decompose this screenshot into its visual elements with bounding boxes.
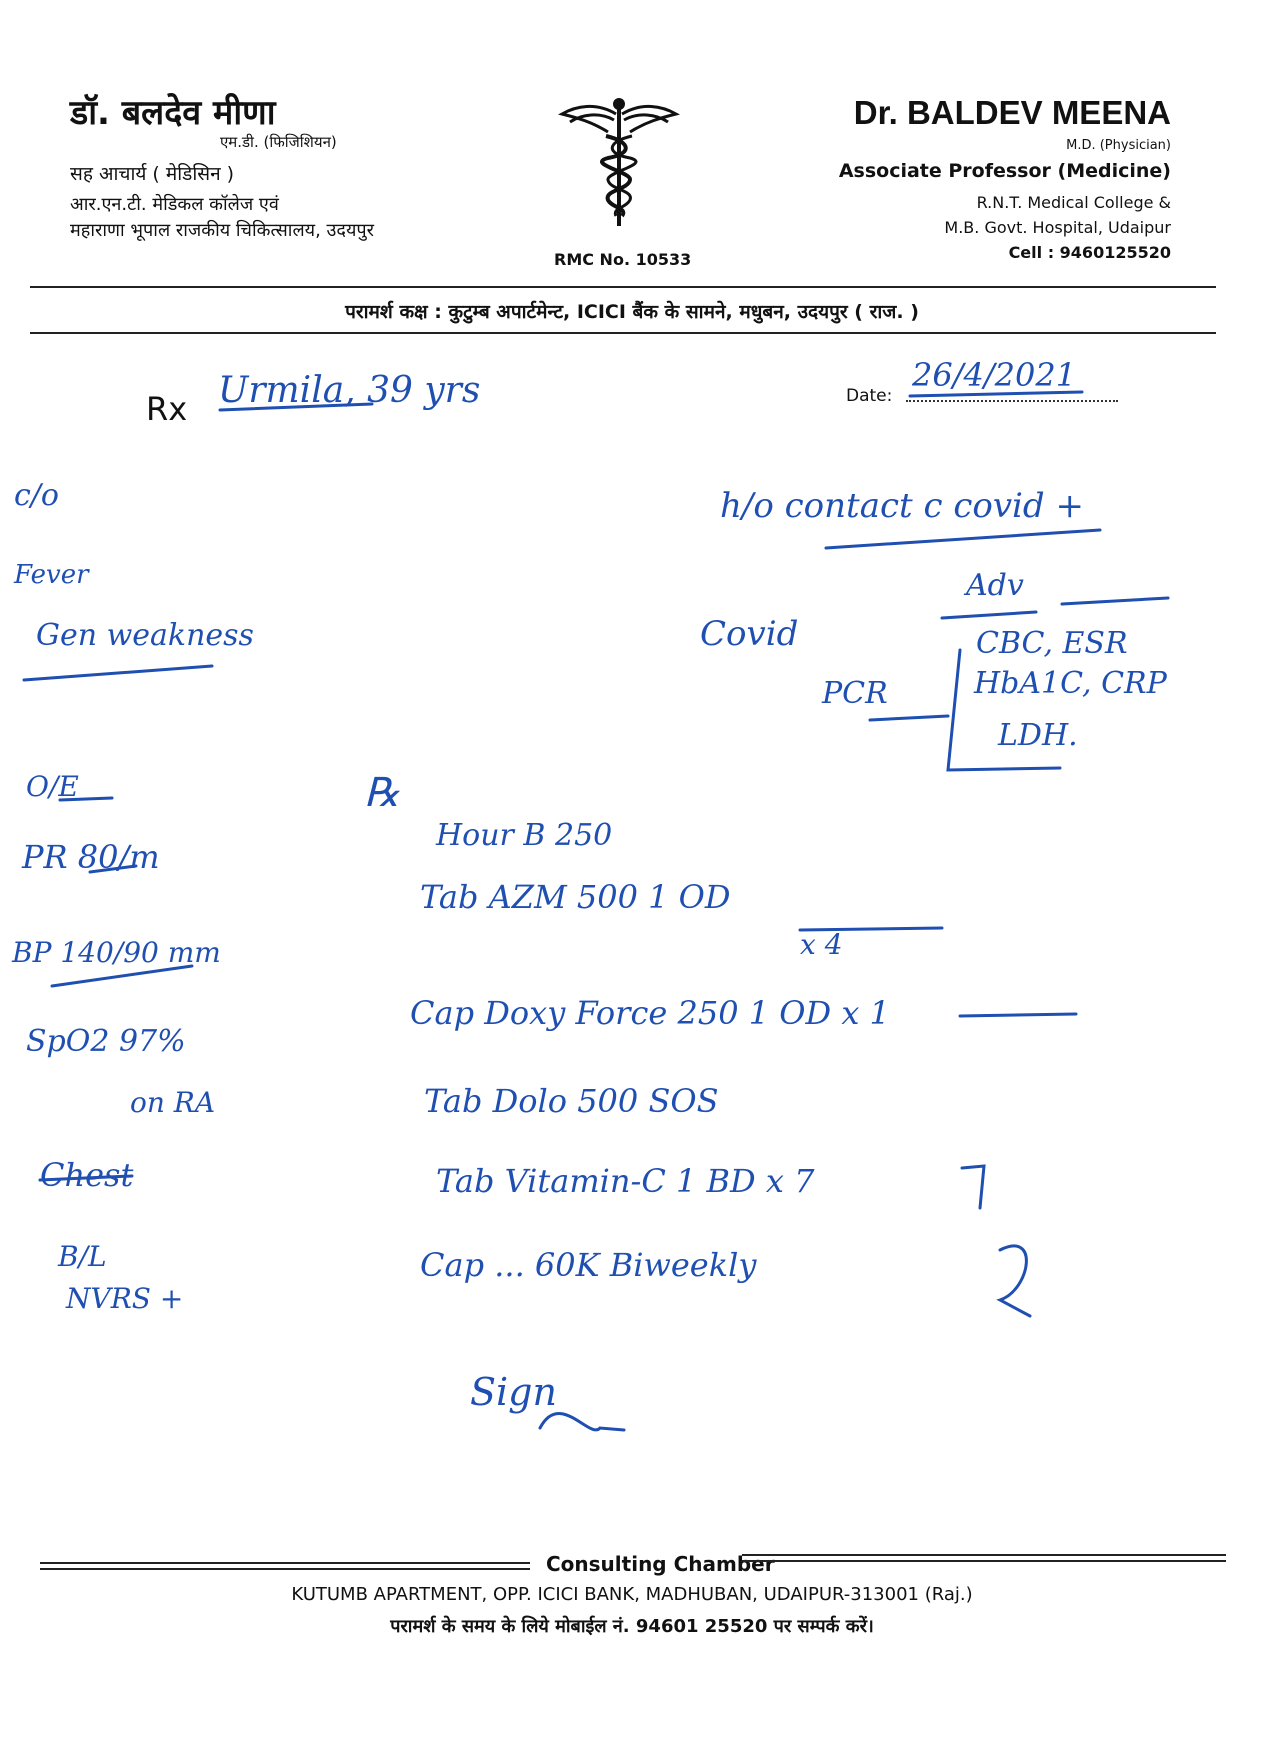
footer-rule-left <box>40 1562 530 1570</box>
hindi-designation: सह आचार्य ( मेडिसिन ) <box>70 163 235 185</box>
patient-name-age: Urmila, 39 yrs <box>218 370 481 411</box>
note-oe: O/E <box>26 770 79 803</box>
footer-rule-right <box>742 1554 1226 1562</box>
rx-symbol: Rx <box>146 390 188 428</box>
note-breath-sounds: NVRS + <box>66 1282 184 1315</box>
note-advice-label: Adv <box>966 568 1024 603</box>
rmc-number: RMC No. 10533 <box>554 250 692 269</box>
date-dotted-line <box>906 400 1118 402</box>
note-bilateral: B/L <box>58 1240 107 1273</box>
rx-item-2-duration: x 4 <box>800 928 843 961</box>
rx-item-1: Hour B 250 <box>436 818 613 853</box>
note-covid: Covid <box>700 614 799 654</box>
english-designation: Associate Professor (Medicine) <box>838 160 1171 182</box>
note-contact-history: h/o contact c covid + <box>720 486 1084 526</box>
footer-chamber-title: Consulting Chamber <box>546 1552 775 1576</box>
english-hospital: M.B. Govt. Hospital, Udaipur <box>944 218 1171 237</box>
note-test-cbc: CBC, ESR <box>976 626 1128 661</box>
note-room-air: on RA <box>130 1086 216 1119</box>
note-weakness: Gen weakness <box>36 618 254 653</box>
english-college: R.N.T. Medical College & <box>976 193 1171 212</box>
doctor-signature: Sign <box>470 1370 557 1414</box>
footer-hindi-note: परामर्श के समय के लिये मोबाईल नं. 94601 25520 पर सम्पर्क करें। <box>390 1616 874 1637</box>
prescription-date: 26/4/2021 <box>912 356 1077 394</box>
hindi-hospital: महाराणा भूपाल राजकीय चिकित्सालय, उदयपुर <box>70 220 374 241</box>
hindi-degree: एम.डी. (फिजिशियन) <box>220 133 337 151</box>
date-label: Date: <box>846 386 893 406</box>
rx-item-4: Tab Dolo 500 SOS <box>424 1082 719 1120</box>
rx-mark: ℞ <box>364 770 400 816</box>
chamber-line: परामर्श कक्ष : कुटुम्ब अपार्टमेन्ट, ICICI बैंक के सामने, मधुबन, उदयपुर ( राज. ) <box>345 301 919 323</box>
header-divider-top <box>30 286 1216 288</box>
cell-number: Cell : 9460125520 <box>1008 243 1171 262</box>
english-doctor-name: Dr. BALDEV MEENA <box>853 94 1171 131</box>
note-fever: Fever <box>14 560 89 590</box>
note-test-ldh: LDH. <box>998 718 1078 753</box>
caduceus-icon <box>556 92 682 232</box>
note-test-hba1c: HbA1C, CRP <box>974 666 1167 701</box>
note-chest: Chest <box>40 1156 134 1194</box>
note-spo2: SpO2 97% <box>26 1024 186 1059</box>
hindi-doctor-name: डॉ. बलदेव मीणा <box>70 93 276 133</box>
note-pcr: PCR <box>822 676 888 711</box>
rx-item-6: Cap ... 60K Biweekly <box>420 1246 757 1284</box>
footer-address: KUTUMB APARTMENT, OPP. ICICI BANK, MADHUBAN, UDAIPUR-313001 (Raj.) <box>291 1584 973 1605</box>
rx-item-5: Tab Vitamin-C 1 BD x 7 <box>436 1162 815 1200</box>
hindi-college: आर.एन.टी. मेडिकल कॉलेज एवं <box>70 194 279 215</box>
note-complaint-label: c/o <box>14 478 59 513</box>
note-pulse: PR 80/m <box>22 838 160 876</box>
header-divider-bottom <box>30 332 1216 334</box>
rx-item-2: Tab AZM 500 1 OD <box>420 878 731 916</box>
note-bp: BP 140/90 mm <box>12 936 221 969</box>
rx-item-3: Cap Doxy Force 250 1 OD x 1 <box>410 994 890 1032</box>
english-degree: M.D. (Physician) <box>1066 138 1171 153</box>
